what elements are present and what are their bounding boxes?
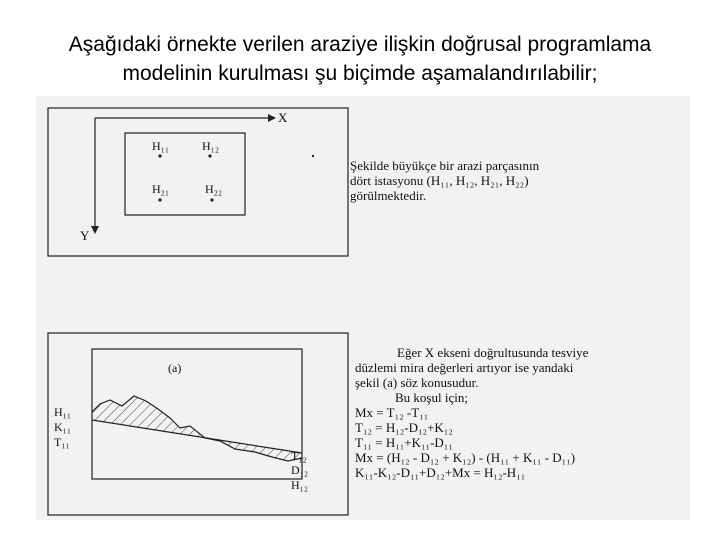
formula-line: Mx = T₁₂ -T₁₁ — [355, 405, 429, 420]
text-line: Bu koşul için; — [395, 390, 468, 405]
x-axis-label: X — [278, 110, 288, 125]
formula-line: T₁₁ = H₁₁+K₁₁-D₁₁ — [355, 435, 453, 450]
right-label-d12: D₁₂ — [291, 463, 309, 477]
left-label-h11: H₁₁ — [54, 405, 72, 419]
parcel-box — [125, 133, 245, 215]
station-point-h22 — [210, 198, 213, 201]
station-label-h22: H₂₂ — [205, 182, 223, 196]
description-line: Şekilde büyükçe bir arazi parçasının — [350, 158, 540, 173]
text-line: düzlemi mira değerleri artıyor ise yandaki — [355, 360, 574, 375]
x-axis-arrow — [268, 114, 276, 122]
formula-line: Mx = (H₁₂ - D₁₂ + K₁₂) - (H₁₁ + K₁₁ - D₁₁) — [355, 450, 576, 465]
station-label-h12: H₁₂ — [202, 139, 220, 153]
cut-fill-area — [92, 396, 302, 461]
station-point-h21 — [158, 198, 161, 201]
left-label-k11: K₁₁ — [54, 420, 72, 434]
description-line: dört istasyonu (H₁₁, H₁₂, H₂₁, H₂₂) — [350, 173, 529, 188]
formula-line: K₁₁-K₁₂-D₁₁+D₁₂+Mx = H₁₂-H₁₁ — [355, 465, 526, 480]
text-line: Eğer X ekseni doğrultusunda tesviye — [397, 345, 589, 360]
left-label-t11: T₁₁ — [54, 435, 70, 449]
right-label-t12: T₁₂ — [291, 449, 307, 463]
panel-label: (a) — [168, 361, 182, 375]
text-line: şekil (a) söz konusudur. — [355, 375, 479, 390]
y-axis-label: Y — [80, 228, 90, 243]
levelling-plane — [92, 420, 302, 453]
title-line-2: modelinin kurulması şu biçimde aşamalandırılabilir; — [122, 62, 598, 85]
station-point-h12 — [208, 154, 211, 157]
formula-line: T₁₂ = H₁₂-D₁₂+K₁₂ — [355, 420, 453, 435]
figure1-frame — [48, 108, 348, 256]
station-point-h11 — [158, 154, 161, 157]
right-label-h12: H₁₂ — [291, 478, 309, 492]
figure1-description — [350, 158, 680, 203]
title-line-1: Aşağıdaki örnekte verilen araziye ilişkin doğrusal programlama — [68, 33, 652, 56]
station-label-h11: H₁₁ — [152, 139, 170, 153]
stray-dot — [312, 155, 314, 157]
description-line: görülmektedir. — [350, 188, 427, 203]
figure2-text — [355, 345, 690, 480]
y-axis-arrow — [91, 226, 99, 234]
station-label-h21: H₂₁ — [152, 182, 170, 196]
